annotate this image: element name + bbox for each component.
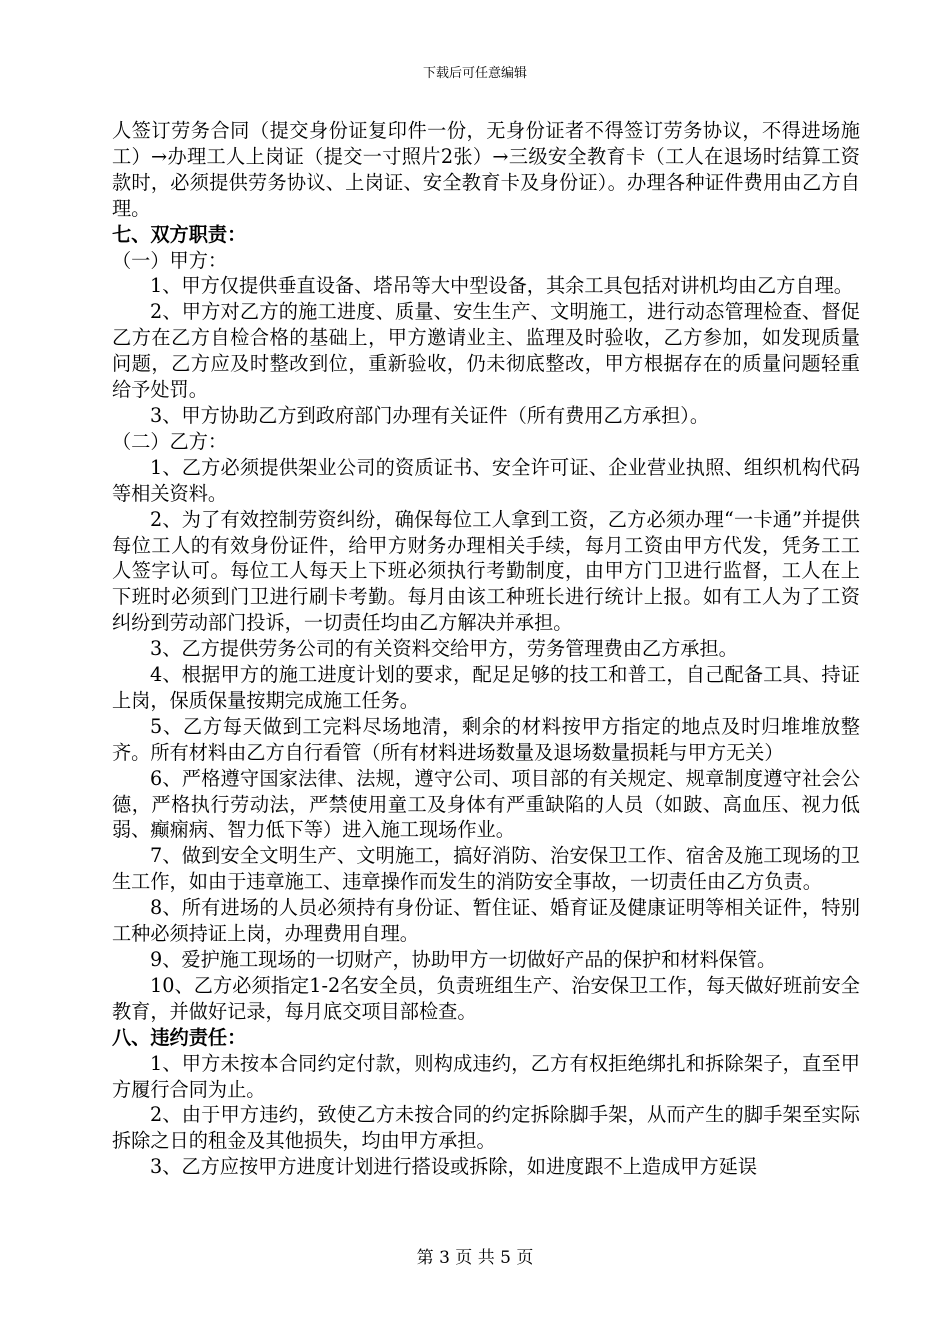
page-header: 下载后可任意编辑 (422, 66, 527, 81)
paragraph: 2、甲方对乙方的施工进度、质量、安生生产、文明施工，进行动态管理检查、督促乙方在乙方自检合格的基础上，甲方邀请业主、监理及时验收，乙方参加，如发现质量问题，乙方应及时整改到位，重新验收，仍未彻底整改，甲方根据存在的质量问题轻重给予处罚。 (112, 300, 860, 402)
paragraph: 2、由于甲方违约，致使乙方未按合同的约定拆除脚手架，从而产生的脚手架至实际拆除之日的租金及其他损失，均由甲方承担。 (112, 1103, 860, 1153)
paragraph: 2、为了有效控制劳资纠纷，确保每位工人拿到工资，乙方必须办理“一卡通”并提供每位工人的有效身份证件，给甲方财务办理相关手续，每月工资由甲方代发，凭务工工人签字认可。每位工人每天上下班必须执行考勤制度，由甲方门卫进行监督，工人在上下班时必须到门卫进行刷卡考勤。每月由该工种班长进行统计上报。如有工人为了工资纠纷到劳动部门投诉，一切责任均由乙方解决并承担。 (112, 507, 860, 635)
paragraph: 8、所有进场的人员必须持有身份证、暂住证、婚育证及健康证明等相关证件，特别工种必须持证上岗，办理费用自理。 (112, 896, 860, 946)
paragraph: （一）甲方： (112, 248, 228, 272)
section-heading: 七、双方职责： (112, 222, 247, 246)
paragraph: 5、乙方每天做到工完料尽场地清，剩余的材料按甲方指定的地点及时归堆堆放整齐。所有材料由乙方自行看管（所有材料进场数量及退场数量损耗与甲方无关） (112, 714, 860, 764)
paragraph: 3、甲方协助乙方到政府部门办理有关证件（所有费用乙方承担）。 (150, 403, 710, 427)
paragraph: 7、做到安全文明生产、文明施工，搞好消防、治安保卫工作、宿舍及施工现场的卫生工作，如由于违章施工、违章操作而发生的消防安全事故，一切责任由乙方负责。 (112, 844, 860, 894)
paragraph: 人签订劳务合同（提交身份证复印件一份，无身份证者不得签订劳务协议，不得进场施工）→办理工人上岗证（提交一寸照片2张）→三级安全教育卡（工人在退场时结算工资款时，必须提供劳务协议、上岗证、安全教育卡及身份证）。办理各种证件费用由乙方自理。 (112, 119, 860, 220)
paragraph: 1、甲方未按本合同约定付款，则构成违约，乙方有权拒绝绑扎和拆除架子，直至甲方履行合同为止。 (112, 1051, 860, 1101)
paragraph: 9、爱护施工现场的一切财产，协助甲方一切做好产品的保护和材料保管。 (150, 948, 777, 971)
paragraph: （二）乙方： (112, 429, 228, 453)
paragraph: 1、乙方必须提供架业公司的资质证书、安全许可证、企业营业执照、组织机构代码等相关资料。 (112, 455, 860, 505)
paragraph: 4、根据甲方的施工进度计划的要求，配足足够的技工和普工，自己配备工具、持证上岗，保质保量按期完成施工任务。 (112, 663, 860, 712)
paragraph: 6、严格遵守国家法律、法规，遵守公司、项目部的有关规定、规章制度遵守社会公德，严格执行劳动法，严禁使用童工及身体有严重缺陷的人员（如跛、高血压、视力低弱、癫痫病、智力低下等）进入施工现场作业。 (112, 766, 860, 842)
section-heading: 八、违约责任： (112, 1025, 247, 1049)
page-footer: 第 3 页 共 5 页 (416, 1248, 534, 1268)
paragraph: 3、乙方应按甲方进度计划进行搭设或拆除，如进度跟不上造成甲方延误 (150, 1155, 758, 1179)
paragraph: 10、乙方必须指定1-2名安全员，负责班组生产、治安保卫工作，每天做好班前安全教育，并做好记录，每月底交项目部检查。 (112, 973, 860, 1023)
paragraph: 3、乙方提供劳务公司的有关资料交给甲方，劳务管理费由乙方承担。 (150, 637, 738, 661)
paragraph: 1、甲方仅提供垂直设备、塔吊等大中型设备，其余工具包括对讲机均由乙方自理。 (150, 274, 853, 298)
document-body (112, 118, 860, 1180)
